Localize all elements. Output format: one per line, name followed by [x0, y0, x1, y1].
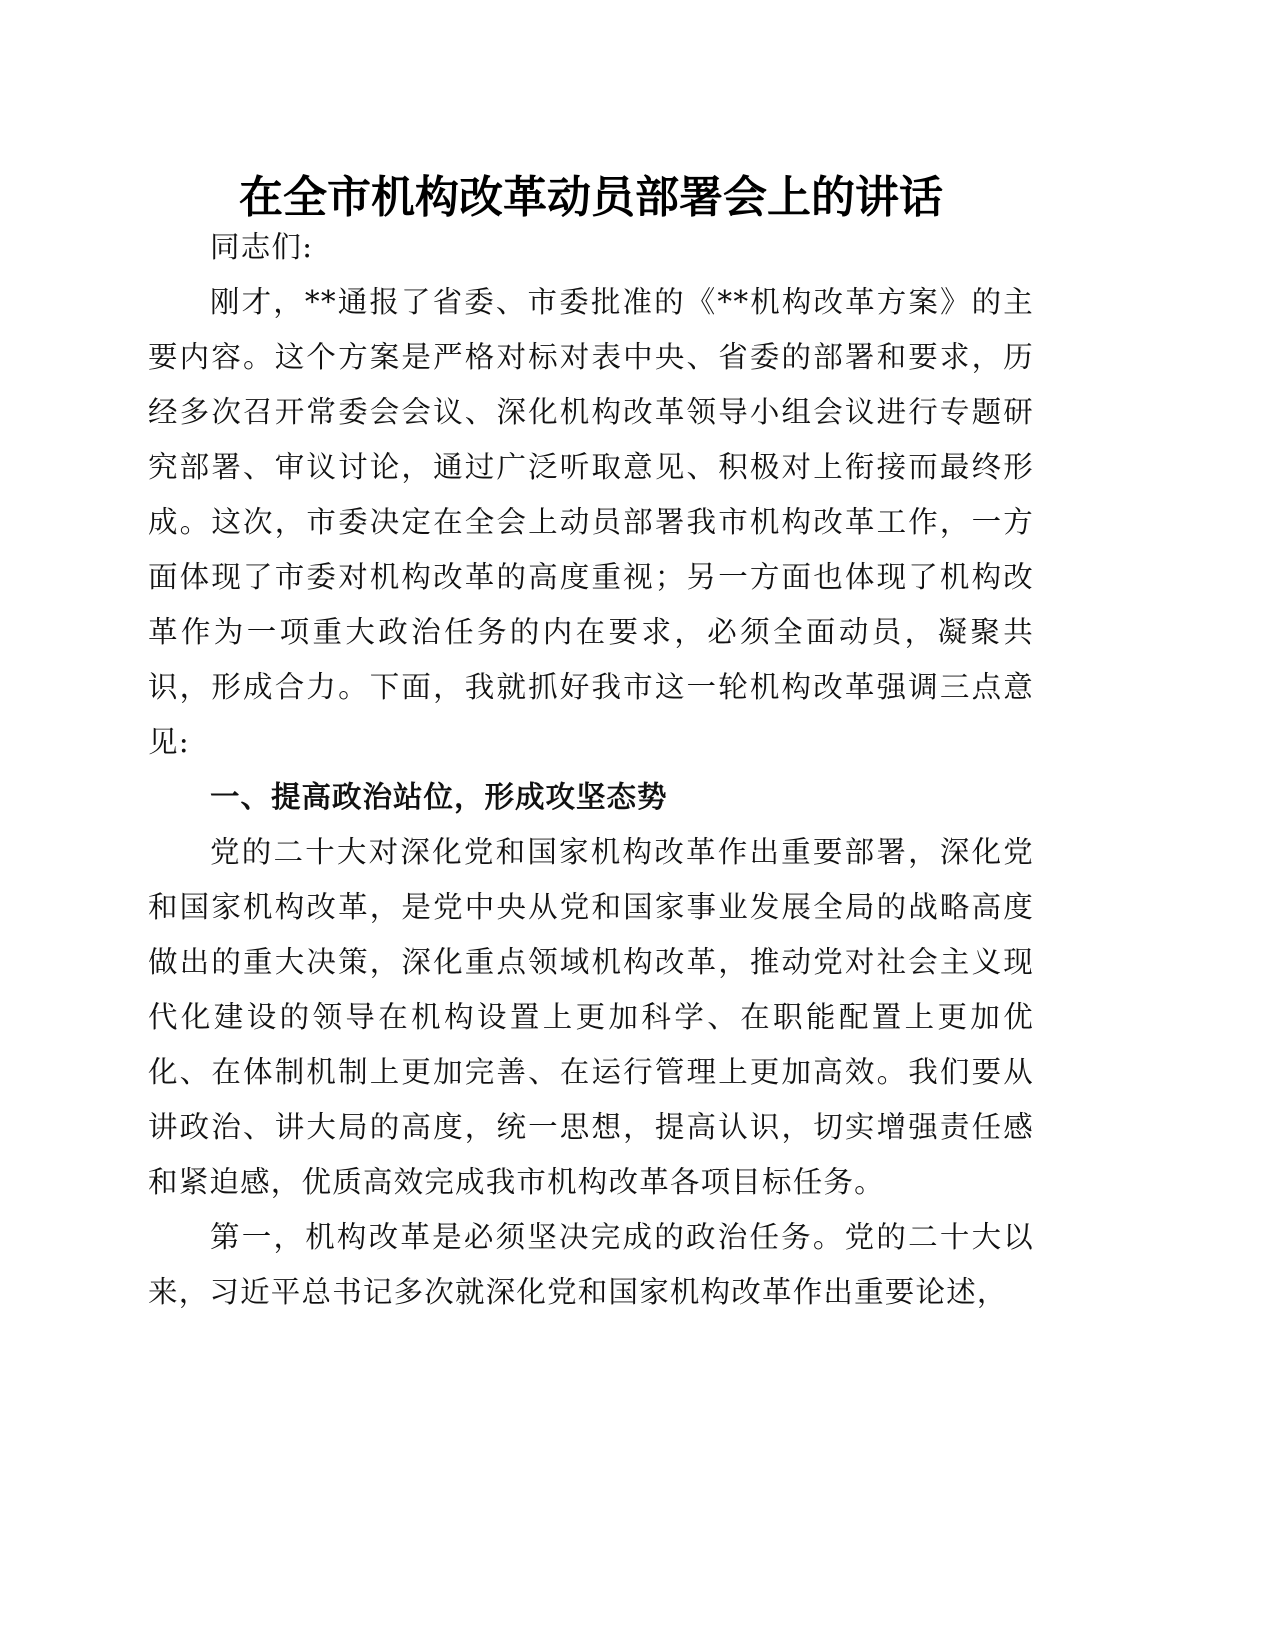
- document-body: [148, 220, 1034, 1320]
- section-1-paragraph: 党的二十大对深化党和国家机构改革作出重要部署，深化党和国家机构改革，是党中央从党和国家事业发展全局的战略高度做出的重大决策，深化重点领域机构改革，推动党对社会主义现代化建设的领导在机构设置上更加科学、在职能配置上更加优化、在体制机制上更加完善、在运行管理上更加高效。我们要从讲政治、讲大局的高度，统一思想，提高认识，切实增强责任感和紧迫感，优质高效完成我市机构改革各项目标任务。: [148, 835, 1034, 1199]
- point-1-paragraph: 第一，机构改革是必须坚决完成的政治任务。党的二十大以来，习近平总书记多次就深化党和国家机构改革作出重要论述，: [148, 1220, 1034, 1309]
- document-title: 在全市机构改革动员部署会上的讲话: [239, 172, 943, 223]
- salutation: 同志们:: [210, 230, 314, 264]
- section-heading-1: 一、提高政治站位，形成攻坚态势: [210, 780, 668, 814]
- intro-paragraph: 刚才，**通报了省委、市委批准的《**机构改革方案》的主要内容。这个方案是严格对标对表中央、省委的部署和要求，历经多次召开常委会会议、深化机构改革领导小组会议进行专题研究部署、审议讨论，通过广泛听取意见、积极对上衔接而最终形成。这次，市委决定在全会上动员部署我市机构改革工作，一方面体现了市委对机构改革的高度重视；另一方面也体现了机构改革作为一项重大政治任务的内在要求，必须全面动员，凝聚共识，形成合力。下面，我就抓好我市这一轮机构改革强调三点意见:: [148, 285, 1034, 759]
